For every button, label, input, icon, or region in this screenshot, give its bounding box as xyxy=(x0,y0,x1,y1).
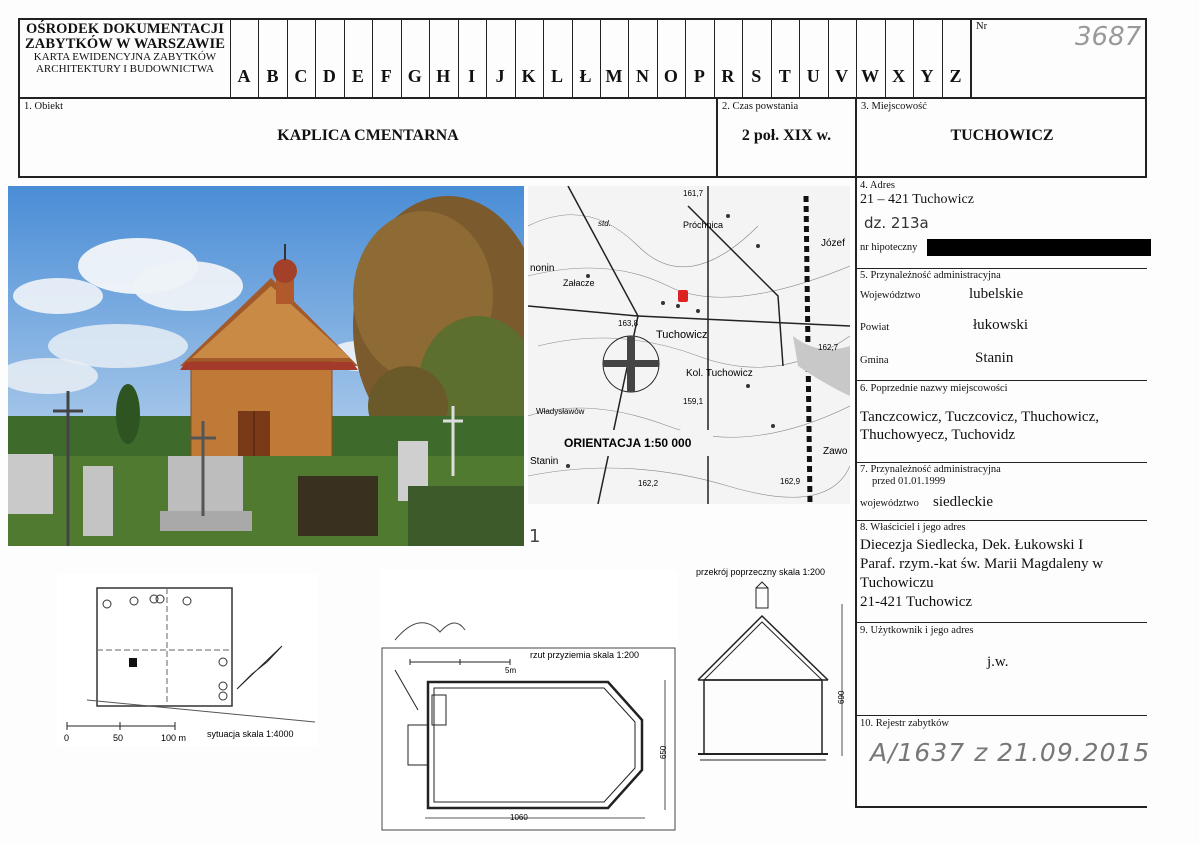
location-map xyxy=(528,186,850,504)
card-type-line1: KARTA EWIDENCYJNA ZABYTKÓW xyxy=(33,51,217,64)
register-label: 10. Rejestr zabytków xyxy=(860,718,949,729)
voivodeship-1999-label: województwo xyxy=(860,498,919,509)
map-orientation-label: ORIENTACJA 1:50 000 xyxy=(564,436,692,450)
date-label: 2. Czas powstania xyxy=(722,101,799,112)
object-value: KAPLICA CMENTARNA xyxy=(277,127,459,144)
user-label: 9. Użytkownik i jego adres xyxy=(860,625,974,636)
owner-line3: Tuchowiczu xyxy=(860,575,934,591)
map-label-kol-tuchowicz: Kol. Tuchowicz xyxy=(686,368,753,379)
map-label-163-8: 163,8 xyxy=(618,319,639,328)
owner-line4: 21-421 Tuchowicz xyxy=(860,594,973,610)
nr-value: 3687 xyxy=(1075,22,1142,52)
voivodeship-1999-value: siedleckie xyxy=(933,494,993,510)
map-label-159-1: 159,1 xyxy=(683,397,704,406)
admin-label: 5. Przynależność administracyjna xyxy=(860,270,1001,281)
user-value: j.w. xyxy=(987,654,1009,670)
map-label-wladyslawow: Władysławów xyxy=(536,407,585,416)
former-names-line1: Tanczcowicz, Tuczcovicz, Thuchowicz, xyxy=(860,409,1099,425)
index-letter-S: S xyxy=(751,66,762,86)
owner-line2: Paraf. rzym.-kat św. Marii Magdaleny w xyxy=(860,556,1104,572)
index-letter-K: K xyxy=(521,66,536,86)
former-names-label: 6. Poprzednie nazwy miejscowości xyxy=(860,383,1008,394)
place-label: 3. Miejscowość xyxy=(861,101,927,112)
index-letter-O: O xyxy=(663,66,678,86)
map-label-std-1: std. xyxy=(598,219,611,228)
county-label: Powiat xyxy=(860,322,890,333)
register-value: A/1637 z 21.09.2015 xyxy=(870,738,1151,767)
map-label-161-7: 161,7 xyxy=(683,189,704,198)
index-letter-G: G xyxy=(407,66,422,86)
index-letter-U: U xyxy=(806,66,820,86)
redacted-block xyxy=(927,239,1151,256)
plan-scale-label: 5m xyxy=(505,666,517,675)
plan-width-label: 1060 xyxy=(510,813,528,822)
org-name-line1: OŚRODEK DOKUMENTACJI xyxy=(26,21,224,37)
voivodeship-label: Województwo xyxy=(860,290,921,301)
map-label-162-2: 162,2 xyxy=(638,479,659,488)
map-label-162-7: 162,7 xyxy=(818,343,839,352)
index-letter-V: V xyxy=(835,66,849,86)
situation-plan xyxy=(57,574,317,746)
scale-tick-0: 0 xyxy=(64,733,70,743)
index-letter-F: F xyxy=(380,66,392,86)
map-label-162-9: 162,9 xyxy=(780,477,801,486)
voivodeship-value: lubelskie xyxy=(969,286,1024,302)
section-height-label: 690 xyxy=(837,690,846,704)
index-letter-E: E xyxy=(351,66,364,86)
index-letter-T: T xyxy=(778,66,791,86)
plot-number: dz. 213a xyxy=(864,214,929,232)
date-value: 2 poł. XIX w. xyxy=(741,127,832,144)
photo-number: 1 xyxy=(529,526,541,547)
index-letter-J: J xyxy=(495,66,505,86)
scale-tick-50: 50 xyxy=(113,733,124,743)
plan-title: rzut przyziemia skala 1:200 xyxy=(530,650,640,660)
map-label-prochnica: Próchnica xyxy=(683,220,724,230)
index-letter-I: I xyxy=(468,66,476,86)
index-letter-C: C xyxy=(294,66,308,86)
address-value: 21 – 421 Tuchowicz xyxy=(860,192,974,207)
index-letter-Z: Z xyxy=(949,66,962,86)
floor-plan xyxy=(380,570,677,832)
cross-section xyxy=(690,564,850,774)
map-label-jozef: Józef xyxy=(821,238,845,249)
map-label-zalacze: Załacze xyxy=(563,278,595,288)
section-title: przekrój poprzeczny skala 1:200 xyxy=(696,567,826,577)
index-letter-Ł: Ł xyxy=(579,66,592,86)
place-value: TUCHOWICZ xyxy=(950,127,1054,144)
index-letter-X: X xyxy=(892,66,906,86)
card-type-line2: ARCHITEKTURY I BUDOWNICTWA xyxy=(35,62,215,75)
index-letter-P: P xyxy=(693,66,705,86)
chapel-photo xyxy=(8,186,524,546)
owner-line1: Diecezja Siedlecka, Dek. Łukowski I xyxy=(860,537,1084,553)
index-letter-Y: Y xyxy=(920,66,934,86)
map-label-stanin: Stanin xyxy=(530,456,559,467)
index-letter-B: B xyxy=(266,66,279,86)
institution-title xyxy=(20,22,230,76)
admin-1999-label: 7. Przynależność administracyjna xyxy=(860,464,1001,475)
index-letter-D: D xyxy=(322,66,336,86)
object-label: 1. Obiekt xyxy=(24,101,64,112)
index-letter-M: M xyxy=(605,66,623,86)
commune-value: Stanin xyxy=(975,350,1014,366)
commune-label: Gmina xyxy=(860,355,889,366)
index-letter-R: R xyxy=(721,66,735,86)
index-letter-W: W xyxy=(861,66,880,86)
map-label-tuchowicz: Tuchowicz xyxy=(656,329,708,341)
index-letter-A: A xyxy=(237,66,251,86)
county-value: łukowski xyxy=(973,317,1029,333)
plan-height-label: 650 xyxy=(659,745,668,759)
situation-scale-label: sytuacja skala 1:4000 xyxy=(207,729,294,739)
scale-tick-100: 100 m xyxy=(161,733,187,743)
mortgage-label: nr hipoteczny xyxy=(860,242,918,253)
address-label: 4. Adres xyxy=(860,180,895,191)
former-names-line2: Thuchowyecz, Tuchovidz xyxy=(860,427,1015,443)
owner-label: 8. Właściciel i jego adres xyxy=(860,522,966,533)
index-letter-H: H xyxy=(436,66,451,86)
index-letter-L: L xyxy=(551,66,564,86)
org-name-line2: ZABYTKÓW W WARSZAWIE xyxy=(25,36,225,53)
map-label-nonin: nonin xyxy=(530,263,555,274)
map-label-zawo: Zawo xyxy=(823,446,848,457)
admin-1999-sub: przed 01.01.1999 xyxy=(872,476,946,487)
index-letter-N: N xyxy=(635,66,649,86)
nr-label: Nr xyxy=(976,21,988,32)
